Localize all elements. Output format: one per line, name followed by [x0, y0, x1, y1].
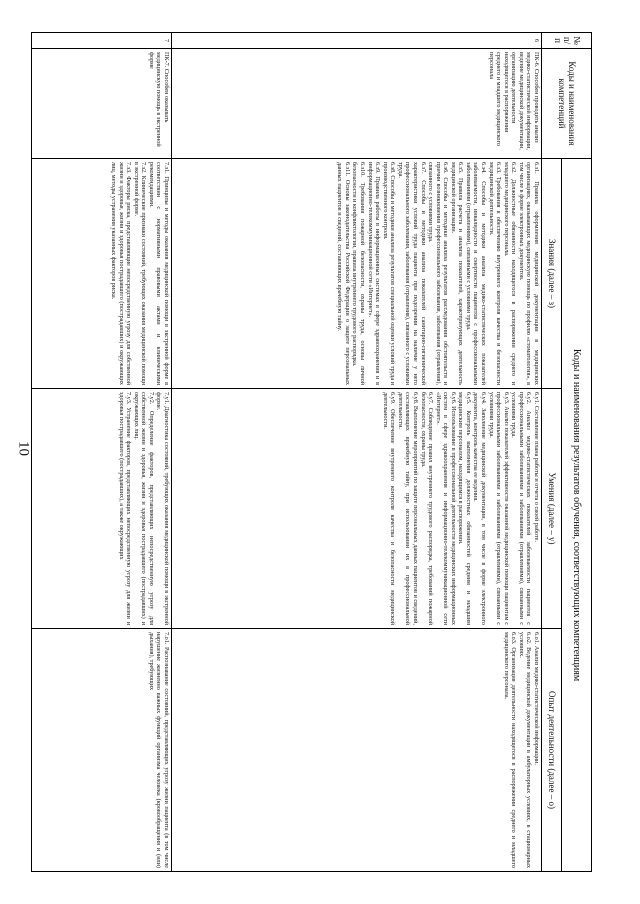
header-num: № п/п	[542, 33, 592, 49]
table-row	[32, 33, 172, 872]
skills-item: 6.у9. Обеспечение внутреннего контроля качества и безопасности медицинской деятельности.	[381, 392, 397, 625]
skills-item: 6.у2. Анализ медико-статистических показателей заболеваемости пациентов с профессиональными заболеваниями и заболеваниями (отравлениями), связанными с условиями труда.	[510, 392, 533, 625]
experience-item: 6.о1. Анализ медико-статистической информации.	[533, 632, 540, 765]
knowledge-item: 7.з2. Клинические признаки состояний, требующих оказания медицинской помощи в экстренной форме.	[132, 162, 148, 385]
row-number: 7	[32, 33, 172, 49]
knowledge-cell	[32, 159, 172, 389]
knowledge-item: 6.з4. Способы и методики анализа медико-статистических показателей заболеваемости, инвалидности и смертности пациентов с профессиональными заболеваниями (отравлениями), связанными с условиями труда.	[464, 162, 488, 385]
competency-table-frame	[32, 32, 592, 872]
skills-item: 6.у5. Контроль выполнения должностных обязанностей средним и младшим медицинским персоналом, находящимся в распоряжении.	[457, 392, 472, 625]
knowledge-item: 6.з9. Правила работы в информационных системах в сфере здравоохранения и в информационно-телекоммуникационной сети «Интернет».	[366, 162, 382, 385]
knowledge-item: 7.з1. Принципы и методы оказания медицинской помощи в экстренной форме в соответствии с нормативными правовыми актами и клиническими рекомендациями.	[147, 162, 170, 385]
skills-cell	[32, 389, 172, 629]
table-row	[172, 33, 542, 872]
knowledge-item: 7.з3. Факторы риска, представляющие непосредственную угрозу для собственной жизни и здоровья, жизни и здоровья пострадавшего (пострадавших) и окружающих лиц, методы устранения указанных факторов риска.	[110, 162, 133, 385]
header-experience: Опыт деятельности (далее – о)	[542, 629, 562, 872]
knowledge-item: 6.з7. Способы и методики анализа показателей санитарно-гигиенической характеристики условий труда пациента при подозрении на наличие у него профессионального заболевания, заболевания (отравления), связанного с условиями труда.	[396, 162, 427, 385]
competency-code: ПК-7. Способен оказывать медицинскую помощь в экстренной форме	[32, 49, 172, 159]
competency-table	[31, 32, 592, 872]
skills-item: 7.у1. Диагностика состояний, требующих оказания медицинской помощи в экстренной форме.	[155, 392, 170, 625]
page-number: 10	[15, 441, 32, 456]
skills-item: 6.у6. Использование в профессиональной деятельности медицинских информационных систем в сфере здравоохранения и информационно-телекоммуникационной сети «Интернет».	[434, 392, 457, 625]
skills-item: 6.у7. Соблюдение правил внутреннего трудового распорядка, требований пожарной безопасности, охраны труда.	[419, 392, 435, 625]
skills-item: 7.у3. Устранение факторов, представляющих непосредственную угрозу для жизни и здоровья пострадавшего (пострадавших), а также окружающих	[117, 392, 133, 625]
competency-code: ПК-6. Способен проводить анализ медико-статистической информации, ведение медицинской документации, организацию деятельности находящегося в распоряжении среднего и младшего медицинского персонала	[172, 49, 542, 159]
row-number: 6	[172, 33, 542, 49]
knowledge-cell	[172, 159, 542, 389]
skills-item: 6.у8. Выполнение мероприятий по защите персональных данных пациентов и сведений, составляющих врачебную тайну, при использовании их в профессиональной деятельности.	[396, 392, 419, 625]
skills-item: 7.у2. Определение факторов, представляющих непосредственную угрозу для собственной жизни и здоровья, жизни и здоровья пострадавшего (пострадавших) и окружающих лиц.	[132, 392, 155, 625]
knowledge-item: 6.з1. Правила оформления медицинской документации в медицинских организациях, оказывающих медицинскую помощь по профилю «стоматология», в том числе в форме электронных документов.	[517, 162, 540, 385]
knowledge-item: 6.з10. Требования пожарной безопасности, охраны труда, основы личной безопасности и конфликтологии, правила внутреннего трудового распорядка.	[351, 162, 367, 385]
knowledge-item: 6.з11. Основы законодательства Российской Федерации о защите персональных данных пациентов и сведений, составляющих врачебную тайну.	[336, 162, 351, 385]
knowledge-item: 6.з3. Требования к обеспечению внутреннего контроля качества и безопасности медицинской деятельности.	[487, 162, 503, 385]
knowledge-item: 6.з5. Правила расчета и анализа показателей, характеризующих деятельность медицинской организации.	[449, 162, 465, 385]
skills-cell	[172, 389, 542, 629]
header-codes: Коды и наименования компетенций	[542, 49, 592, 159]
skills-item: 6.у3. Анализ показателей эффективности оказанной медицинской помощи пациентам с профессиональными заболеваниями и заболеваниями (отравлениями), связанными с условиями труда.	[487, 392, 510, 625]
knowledge-item: 6.з8. Способы и методики анализа результатов специальной оценки условий труда и производственного контроля.	[381, 162, 397, 385]
skills-item: 6.у1. Составление плана работы и отчета о своей работе.	[533, 392, 540, 542]
experience-cell	[32, 629, 172, 872]
header-skills: Умения (далее – у)	[542, 389, 562, 629]
table-body	[32, 33, 542, 872]
knowledge-item: 6.з2. Должностные обязанности находящегося в распоряжении среднего и младшего медицинского персонала.	[502, 162, 518, 385]
experience-item: 6.о2. Ведение медицинской документации в амбулаторных условиях, в стационарных условиях.	[517, 632, 533, 868]
skills-item: 6.у4. Заполнение медицинской документации, в том числе в форме электронного документа, контроль качества ее ведения.	[472, 392, 488, 625]
knowledge-item: 6.з6. Способы и методики анализа результатов расследования обстоятельств и причин возникновения профессионального заболевания, заболевания (отравления), связанного с условиями труда.	[427, 162, 450, 385]
experience-item: 7.о1. Распознавание состояний, представляющих угрозу жизни пациента (в том числе нарушение жизненно важных функций организма человека (кровообращения и (или) дыхания), требующих	[147, 632, 170, 868]
header-knowledge: Знания (далее – з)	[542, 159, 562, 389]
header-results-group: Коды и наименования результатов обучения, соответствующих компетенциям	[562, 159, 592, 872]
experience-cell	[172, 629, 542, 872]
experience-item: 6.о3. Организация деятельности находящегося в распоряжении среднего и младшего медицинского персонала.	[502, 632, 518, 868]
